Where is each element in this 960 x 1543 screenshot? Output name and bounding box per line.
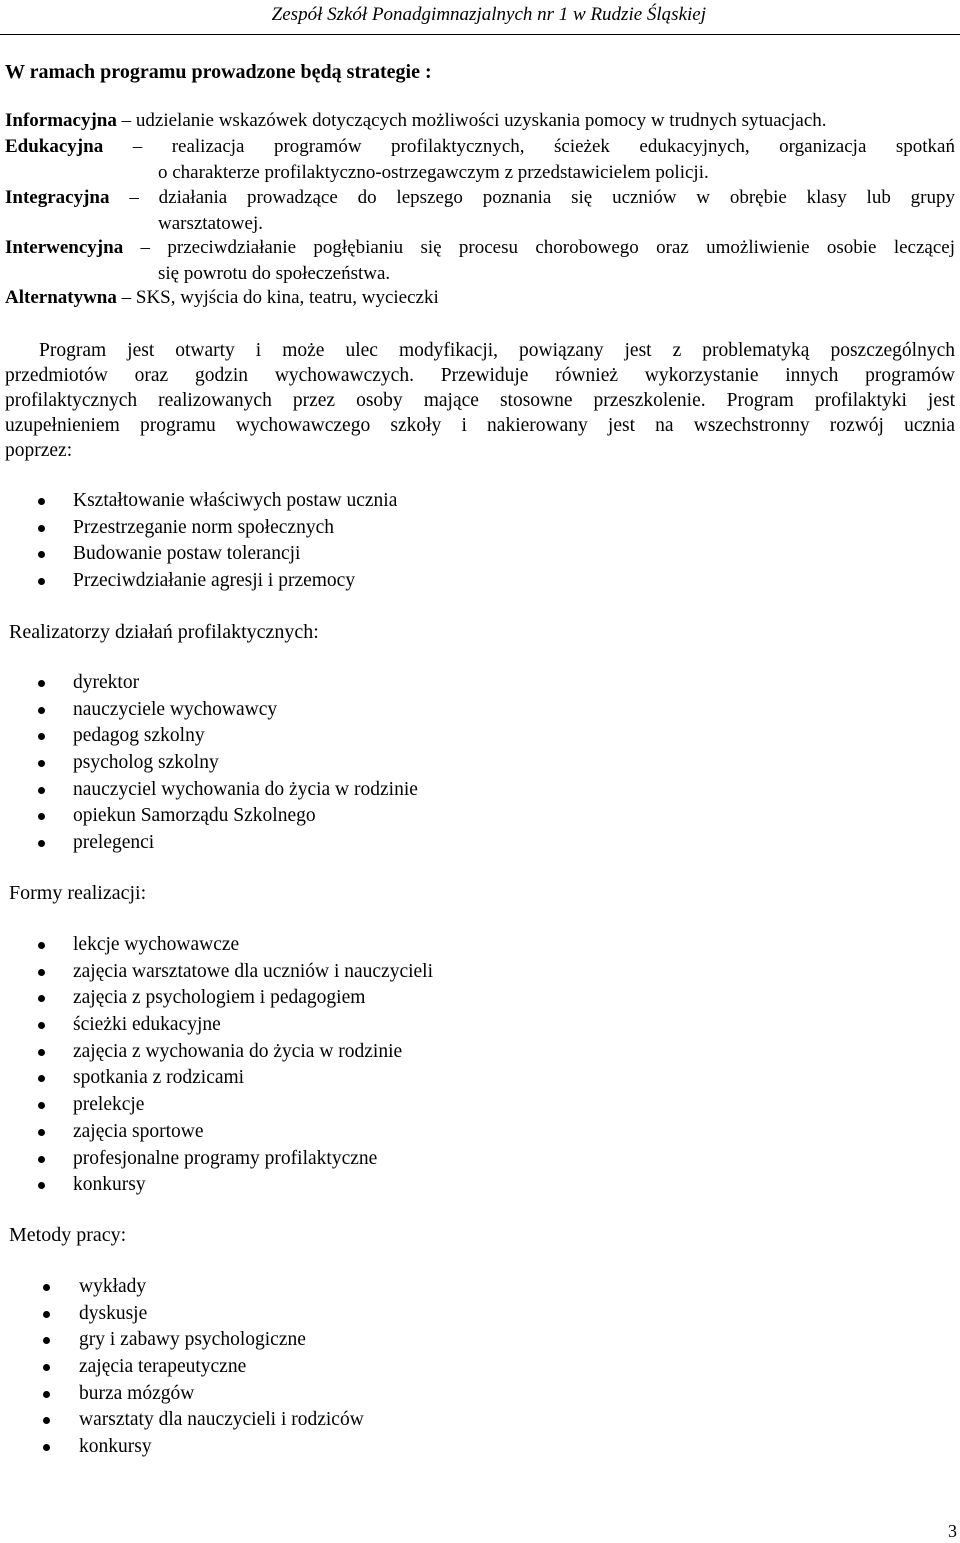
bullet-icon — [38, 680, 45, 687]
list-item: zajęcia sportowe — [38, 1119, 433, 1146]
list-item: profesjonalne programy profilaktyczne — [38, 1146, 433, 1173]
strategy-text: – realizacja programów profilaktycznych, ścieżek edukacyjnych, organizacja spotkań — [103, 136, 955, 157]
list-item: konkursy — [43, 1434, 364, 1461]
bullet-icon — [38, 760, 45, 767]
list-item: warsztaty dla nauczycieli i rodziców — [43, 1407, 364, 1434]
list-item: zajęcia z psychologiem i pedagogiem — [38, 985, 433, 1012]
list-item: prelekcje — [38, 1092, 433, 1119]
list-item: wykłady — [43, 1274, 364, 1301]
bullet-icon — [38, 707, 45, 714]
list-item: Przeciwdziałanie agresji i przemocy — [38, 568, 397, 595]
strategy-text: – udzielanie wskazówek dotyczących możliwości uzyskania pomocy w trudnych sytuacjach. — [116, 110, 827, 131]
strategy-continuation: warsztatowej. — [158, 212, 263, 234]
strategy-text: – działania prowadzące do lepszego poznania się uczniów w obrębie klasy lub grupy — [109, 187, 955, 208]
paragraph-line: Program jest otwarty i może ulec modyfikacji, powiązany jest z problematyką poszczególnych — [39, 340, 955, 361]
bullet-icon — [38, 578, 45, 585]
strategy-term: Integracyjna — [5, 187, 110, 208]
paragraph-line: profilaktycznych realizowanych przez osoby mające stosowne przeszkolenie. Program profilaktyki jest — [5, 390, 955, 411]
header-title: Zespół Szkół Ponadgimnazjalnych nr 1 w Rudzie Śląskiej — [271, 4, 706, 25]
bullet-icon — [38, 498, 45, 505]
list-item: konkursy — [38, 1172, 433, 1199]
strategy-term: Interwencyjna — [5, 237, 124, 258]
paragraph-line: przedmiotów oraz godzin wychowawczych. Przewiduje również wykorzystanie innych programów — [5, 365, 955, 386]
bullet-icon — [43, 1311, 50, 1318]
formy-title: Formy realizacji: — [9, 882, 147, 904]
bullet-icon — [43, 1284, 50, 1291]
strategy-term: Alternatywna — [5, 287, 117, 308]
list-item: dyskusje — [43, 1301, 364, 1328]
list-item: spotkania z rodzicami — [38, 1065, 433, 1092]
bullet-icon — [43, 1391, 50, 1398]
strategy-interwencyjna — [5, 235, 955, 286]
strategy-informacyjna — [5, 108, 955, 134]
metody-list — [43, 1274, 364, 1461]
strategy-text: – przeciwdziałanie pogłębianiu się procesu chorobowego oraz umożliwienie osobie leczącej — [123, 237, 955, 258]
bullet-icon — [38, 1156, 45, 1163]
list-item: zajęcia warsztatowe dla uczniów i nauczycieli — [38, 959, 433, 986]
list-item: pedagog szkolny — [38, 723, 418, 750]
list-item: zajęcia z wychowania do życia w rodzinie — [38, 1039, 433, 1066]
bullet-icon — [43, 1364, 50, 1371]
page-number: 3 — [948, 1521, 957, 1541]
list-item: Kształtowanie właściwych postaw ucznia — [38, 488, 397, 515]
page-header — [0, 0, 960, 35]
list-item: Budowanie postaw tolerancji — [38, 541, 397, 568]
list-item: nauczyciel wychowania do życia w rodzinie — [38, 777, 418, 804]
list-item: zajęcia terapeutyczne — [43, 1354, 364, 1381]
list-item: nauczyciele wychowawcy — [38, 697, 418, 724]
strategy-continuation: o charakterze profilaktyczno-ostrzegawczym z przedstawicielem policji. — [158, 161, 709, 183]
bullet-icon — [38, 969, 45, 976]
goals-list — [38, 488, 397, 595]
metody-title: Metody pracy: — [9, 1224, 127, 1246]
list-item: burza mózgów — [43, 1381, 364, 1408]
list-item: dyrektor — [38, 670, 418, 697]
strategy-text: – SKS, wyjścia do kina, teatru, wycieczki — [116, 287, 439, 308]
list-item: opiekun Samorządu Szkolnego — [38, 803, 418, 830]
program-paragraph — [5, 338, 955, 463]
list-item: lekcje wychowawcze — [38, 932, 433, 959]
strategy-integracyjna — [5, 185, 955, 236]
list-item: Przestrzeganie norm społecznych — [38, 515, 397, 542]
list-item: gry i zabawy psychologiczne — [43, 1327, 364, 1354]
strategy-continuation: się powrotu do społeczeństwa. — [158, 262, 391, 284]
strategy-alternatywna — [5, 285, 955, 311]
bullet-icon — [38, 1129, 45, 1136]
strategies-title: W ramach programu prowadzone będą strategie : — [5, 61, 432, 83]
bullet-icon — [38, 525, 45, 532]
bullet-icon — [38, 787, 45, 794]
list-item: psycholog szkolny — [38, 750, 418, 777]
bullet-icon — [38, 1049, 45, 1056]
strategy-term: Edukacyjna — [5, 136, 104, 157]
bullet-icon — [38, 942, 45, 949]
strategy-edukacyjna — [5, 134, 955, 185]
paragraph-line: poprzez: — [5, 440, 73, 461]
bullet-icon — [38, 1022, 45, 1029]
list-item: prelegenci — [38, 830, 418, 857]
strategy-term: Informacyjna — [5, 110, 117, 131]
formy-list — [38, 932, 433, 1199]
list-item: ścieżki edukacyjne — [38, 1012, 433, 1039]
realizatorzy-list — [38, 670, 418, 857]
paragraph-line: uzupełnieniem programu wychowawczego szkoły i nakierowany jest na wszechstronny rozwój ucznia — [5, 415, 955, 436]
realizatorzy-title: Realizatorzy działań profilaktycznych: — [9, 621, 319, 643]
